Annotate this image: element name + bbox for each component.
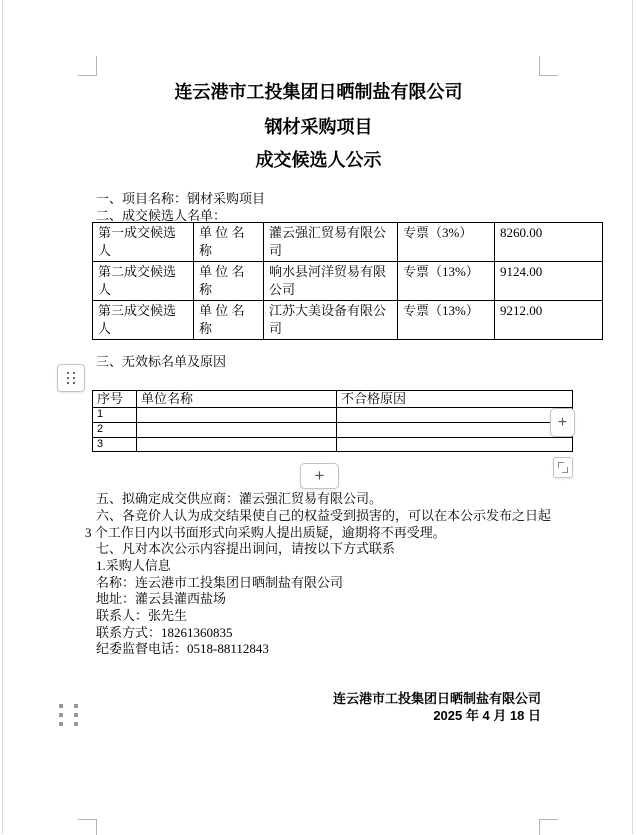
grip-dot-icon — [59, 713, 63, 717]
table-row — [93, 408, 573, 423]
para-purchaser-phone: 联系方式：18261360835 — [96, 625, 233, 640]
para-purchaser-name: 名称：连云港市工投集团日晒制盐有限公司 — [96, 575, 344, 590]
cell-company[interactable]: 江苏大美设备有限公司 — [264, 301, 398, 340]
add-row-button[interactable] — [300, 463, 339, 489]
table-row — [93, 301, 603, 340]
para-contact-heading: 七、凡对本次公示内容提出诇问，请按以下方式联系 — [96, 541, 396, 556]
para-purchaser-info-heading: 1.采购人信息 — [96, 558, 171, 573]
cell-rank[interactable]: 第一成交候选人 — [93, 223, 194, 262]
para-candidates-heading: 二、成交候选人名单： — [96, 208, 227, 223]
grip-dot-icon — [59, 722, 63, 726]
margin-crop-mark-bottom-right — [539, 819, 558, 835]
add-column-button[interactable] — [550, 408, 575, 437]
title-company: 连云港市工投集团日晒制盐有限公司 — [174, 82, 463, 102]
margin-crop-mark-top-right — [539, 56, 558, 76]
cell-company[interactable] — [137, 408, 337, 423]
cell-field[interactable]: 单 位 名 称 — [194, 262, 264, 301]
paragraph-drag-handle[interactable] — [59, 704, 78, 726]
table-resize-handle[interactable] — [553, 457, 573, 478]
cell-field[interactable]: 单 位 名 称 — [194, 301, 264, 340]
cell-no[interactable]: 3 — [93, 438, 137, 452]
grip-dot-icon — [59, 704, 63, 708]
para-objection-line1: 六、各竞价人认为成交结果使自己的权益受到损害的，可以在本公示发布之日起 — [96, 508, 552, 523]
cell-invoice[interactable]: 专票（13%） — [398, 262, 495, 301]
header-reason: 不合格原因 — [337, 391, 573, 408]
page-right-edge — [632, 0, 633, 834]
table-header-row — [93, 391, 573, 408]
cell-company[interactable] — [137, 438, 337, 452]
cell-company[interactable]: 灌云强汇贸易有限公司 — [264, 223, 398, 262]
signature-company: 连云港市工投集团日晒制盐有限公司 — [332, 691, 541, 706]
cell-invoice[interactable]: 专票（3%） — [398, 223, 495, 262]
para-supplier: 五、拟确定成交供应商：灌云强汇贸易有限公司。 — [96, 491, 383, 506]
title-announcement: 成交候选人公示 — [255, 150, 382, 170]
table-row — [93, 423, 573, 438]
para-objection-line2: 3 个工作日内以书面形式向采购人提出质疑，逾期将不再受理。 — [85, 525, 446, 540]
resize-corner-icon — [562, 467, 568, 473]
plus-icon: + — [557, 413, 568, 431]
cell-price[interactable]: 9212.00 — [495, 301, 603, 340]
cell-rank[interactable]: 第二成交候选人 — [93, 262, 194, 301]
cell-price[interactable]: 8260.00 — [495, 223, 603, 262]
para-purchaser-contact: 联系人：张先生 — [96, 608, 188, 623]
margin-crop-mark-top-left — [78, 56, 97, 76]
cell-company[interactable] — [137, 423, 337, 438]
table-row — [93, 262, 603, 301]
table-row — [93, 223, 603, 262]
cell-reason[interactable] — [337, 408, 573, 423]
cell-reason[interactable] — [337, 438, 573, 452]
table-move-handle[interactable] — [57, 364, 85, 392]
cell-company[interactable]: 响水县河洋贸易有限公司 — [264, 262, 398, 301]
candidates-table — [92, 222, 603, 340]
cell-invoice[interactable]: 专票（13%） — [398, 301, 495, 340]
plus-icon: + — [314, 466, 325, 485]
invalid-bids-table — [92, 390, 573, 452]
para-supervision-phone: 纪委监督电话：0518-88112843 — [96, 641, 269, 656]
cell-no[interactable]: 2 — [93, 423, 137, 438]
cell-reason[interactable] — [337, 423, 573, 438]
grip-dots-icon — [67, 372, 75, 384]
table-row — [93, 438, 573, 452]
cell-field[interactable]: 单 位 名 称 — [194, 223, 264, 262]
page-left-edge — [2, 0, 3, 834]
signature-date: 2025 年 4 月 18 日 — [433, 708, 541, 723]
cell-rank[interactable]: 第三成交候选人 — [93, 301, 194, 340]
margin-crop-mark-bottom-left — [78, 819, 97, 835]
para-project-name: 一、项目名称：钢材采购项目 — [96, 191, 266, 206]
header-company: 单位名称 — [137, 391, 337, 408]
para-invalid-heading: 三、无效标名单及原因 — [96, 354, 227, 369]
cell-price[interactable]: 9124.00 — [495, 262, 603, 301]
grip-dot-icon — [74, 713, 78, 717]
header-no: 序号 — [93, 391, 137, 408]
cell-no[interactable]: 1 — [93, 408, 137, 423]
grip-dot-icon — [74, 704, 78, 708]
grip-dot-icon — [74, 722, 78, 726]
title-project: 钢材采购项目 — [264, 117, 373, 137]
para-purchaser-address: 地址：灌云县灌西盐场 — [96, 591, 227, 606]
